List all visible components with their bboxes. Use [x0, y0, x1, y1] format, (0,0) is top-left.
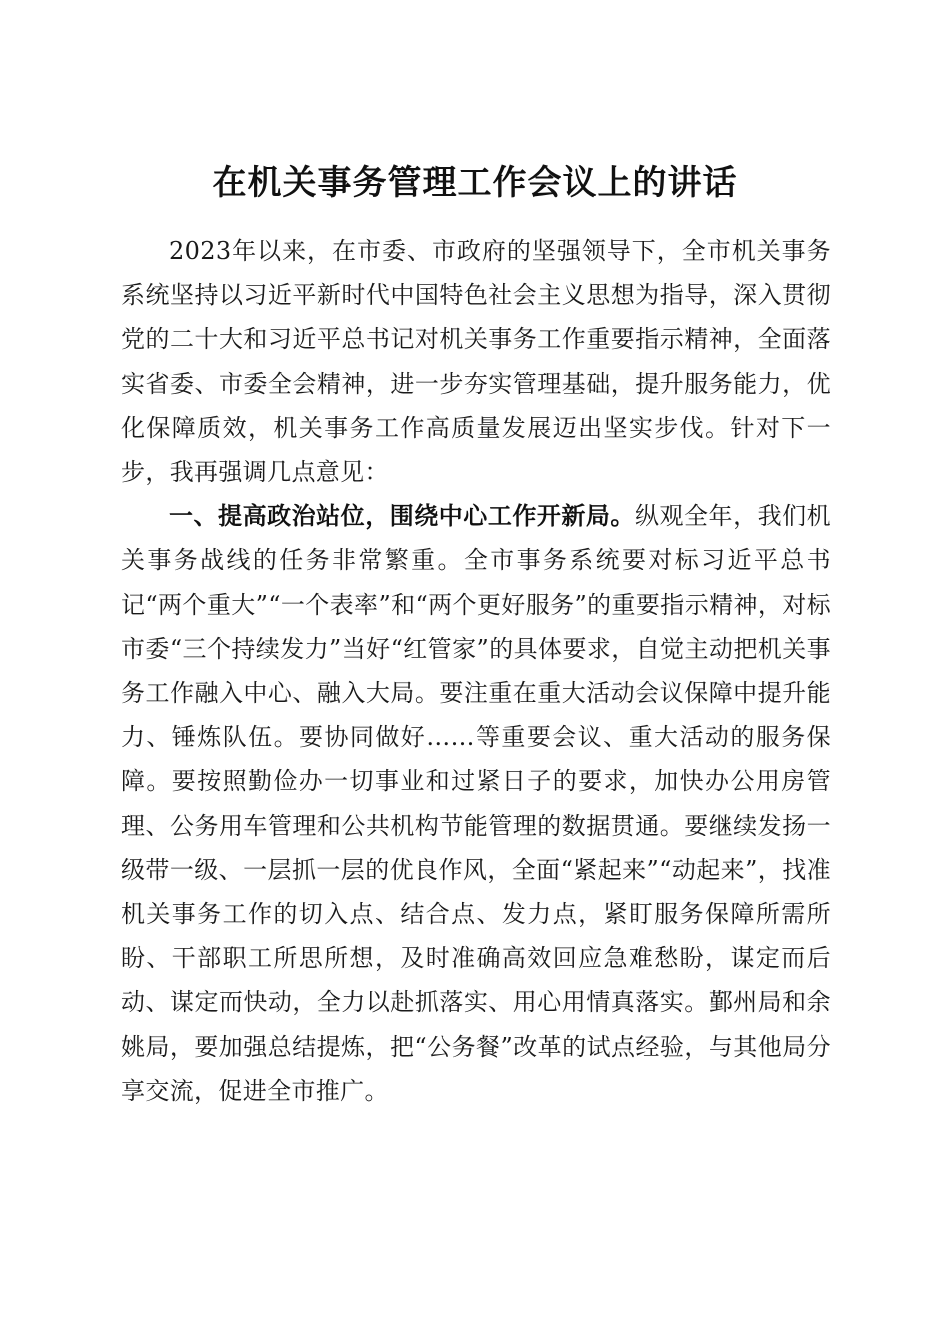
section-one-paragraph: [121, 494, 831, 1113]
intro-paragraph-text: 2023年以来，在市委、市政府的坚强领导下，全市机关事务系统坚持以习近平新时代中国特色社会主义思想为指导，深入贯彻党的二十大和习近平总书记对机关事务工作重要指示精神，全面落实省委、市委全会精神，进一步夯实管理基础，提升服务能力，优化保障质效，机关事务工作高质量发展迈出坚实步伐。针对下一步，我再强调几点意见：: [121, 237, 831, 487]
section-one-text: 纵观全年，我们机关事务战线的任务非常繁重。全市事务系统要对标习近平总书记“两个重大”“一个表率”和“两个更好服务”的重要指示精神，对标市委“三个持续发力”当好“红管家”的具体要求，自觉主动把机关事务工作融入中心、融入大局。要注重在重大活动会议保障中提升能力、锤炼队伍。要协同做好……等重要会议、重大活动的服务保障。要按照勤俭办一切事业和过紧日子的要求，加快办公用房管理、公务用车管理和公共机构节能管理的数据贯通。要继续发扬一级带一级、一层抓一层的优良作风，全面“紧起来”“动起来”，找准机关事务工作的切入点、结合点、发力点，紧盯服务保障所需所盼、干部职工所思所想，及时准确高效回应急难愁盼，谋定而后动、谋定而快动，全力以赴抓落实、用心用情真落实。鄞州局和余姚局，要加强总结提炼，把“公务餐”改革的试点经验，与其他局分享交流，促进全市推广。: [121, 502, 831, 1105]
document-title: 在机关事务管理工作会议上的讲话: [212, 162, 738, 203]
intro-paragraph: [121, 229, 831, 494]
document-body: [121, 229, 831, 1113]
section-one-heading: 一、提高政治站位，围绕中心工作开新局。: [169, 502, 635, 531]
